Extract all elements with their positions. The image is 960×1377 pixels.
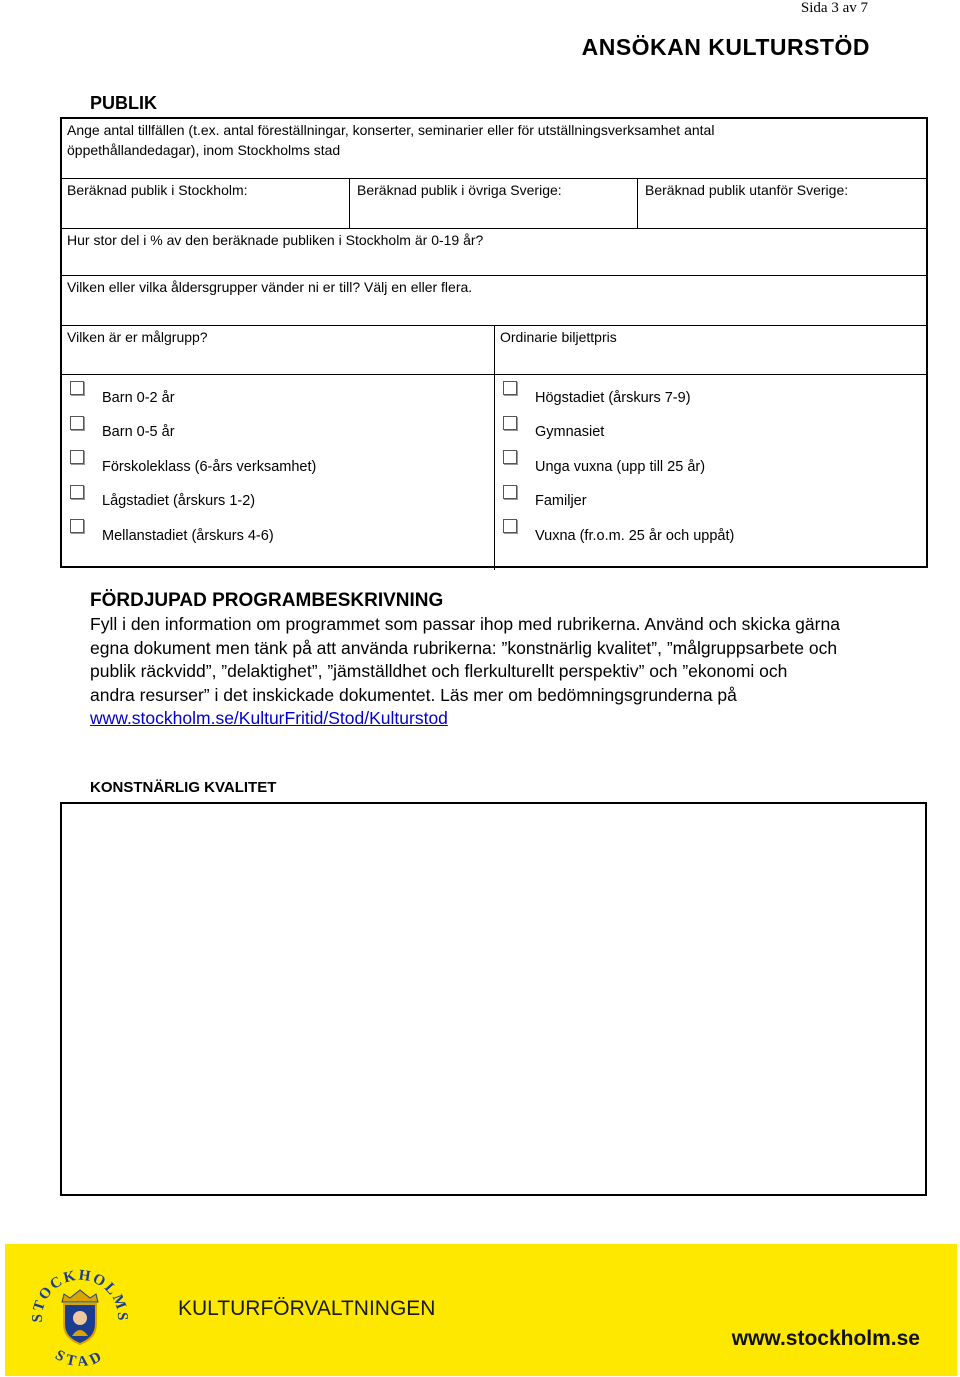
checkbox-hogstadiet[interactable] <box>503 381 517 395</box>
checkbox-gymnasiet[interactable] <box>503 416 517 430</box>
estimate-stockholm-label: Beräknad publik i Stockholm: <box>67 182 248 198</box>
column-divider <box>349 179 350 229</box>
page-number: Sida 3 av 7 <box>800 0 868 16</box>
age-groups-label: Vilken eller vilka åldersgrupper vänder ni er till? Välj en eller flera. <box>67 279 473 295</box>
checkbox-barn-0-5[interactable] <box>70 416 84 430</box>
option-label: Gymnasiet <box>535 424 605 440</box>
instruction-line: publik räckvidd”, ”delaktighet”, ”jämställdhet och flerkulturellt perspektiv” och ”ekonomi och <box>90 661 788 682</box>
checkbox-familjer[interactable] <box>503 485 517 499</box>
publik-form <box>60 117 928 568</box>
program-instructions <box>90 613 910 731</box>
checkbox-forskoleklass[interactable] <box>70 450 84 464</box>
publik-estimate-row <box>62 179 926 229</box>
program-section-title: FÖRDJUPAD PROGRAMBESKRIVNING <box>90 590 444 611</box>
checkbox-mellanstadiet[interactable] <box>70 519 84 533</box>
column-divider <box>494 326 495 570</box>
option-label: Unga vuxna (upp till 25 år) <box>535 459 706 475</box>
ticket-price-label: Ordinarie biljettpris <box>500 329 617 345</box>
checkbox-lagstadiet[interactable] <box>70 485 84 499</box>
option-label: Högstadiet (årskurs 7-9) <box>535 390 691 406</box>
percent-youth-label: Hur stor del i % av den beräknade publiken i Stockholm är 0-19 år? <box>67 232 484 248</box>
percent-youth-field[interactable] <box>62 229 926 276</box>
option-label: Lågstadiet (årskurs 1-2) <box>102 493 256 509</box>
option-label: Förskoleklass (6-års verksamhet) <box>102 459 317 475</box>
kvalitet-section-title: KONSTNÄRLIG KVALITET <box>90 779 277 796</box>
stockholms-stad-logo <box>28 1262 132 1366</box>
konstnarlig-kvalitet-textarea[interactable] <box>60 802 927 1196</box>
footer-url[interactable]: www.stockholm.se <box>731 1327 920 1350</box>
instruction-line: egna dokument men tänk på att använda rubrikerna: ”konstnärlig kvalitet”, ”målgruppsarbete och <box>90 637 838 658</box>
svg-text:STAD: STAD <box>52 1347 108 1366</box>
checkbox-unga-vuxna[interactable] <box>503 450 517 464</box>
option-label: Mellanstadiet (årskurs 4-6) <box>102 528 274 544</box>
instruction-line: Fyll i den information om programmet som passar ihop med rubrikerna. Använd och skicka gärna <box>90 614 840 634</box>
checkbox-barn-0-2[interactable] <box>70 381 84 395</box>
instruction-line: andra resurser” i det inskickade dokumentet. Läs mer om bedömningsgrunderna på <box>90 684 737 705</box>
target-group-label: Vilken är er målgrupp? <box>67 329 208 345</box>
svg-text:STOCKHOLMS: STOCKHOLMS <box>29 1267 131 1323</box>
checkbox-vuxna[interactable] <box>503 519 517 533</box>
intro-text-line1: Ange antal tillfällen (t.ex. antal föreställningar, konserter, seminarier eller för utställningsverksamhet antal <box>67 122 715 138</box>
column-divider <box>637 179 638 229</box>
option-label: Familjer <box>535 493 587 509</box>
footer-banner <box>5 1244 957 1376</box>
age-groups-row <box>62 276 926 326</box>
publik-section-title: PUBLIK <box>90 93 157 113</box>
document-title: ANSÖKAN KULTURSTÖD <box>581 34 870 60</box>
option-label: Barn 0-2 år <box>102 390 175 406</box>
intro-cell[interactable] <box>62 119 926 179</box>
option-label: Barn 0-5 år <box>102 424 175 440</box>
estimate-utanfor-label: Beräknad publik utanför Sverige: <box>645 182 849 198</box>
option-label: Vuxna (fr.o.m. 25 år och uppåt) <box>535 528 735 544</box>
intro-text-line2: öppethållandedagar), inom Stockholms stad <box>67 142 341 158</box>
estimate-sverige-label: Beräknad publik i övriga Sverige: <box>357 182 562 198</box>
footer-department: KULTURFÖRVALTNINGEN <box>178 1297 436 1320</box>
kulturstod-link[interactable]: www.stockholm.se/KulturFritid/Stod/Kulturstod <box>90 708 448 729</box>
